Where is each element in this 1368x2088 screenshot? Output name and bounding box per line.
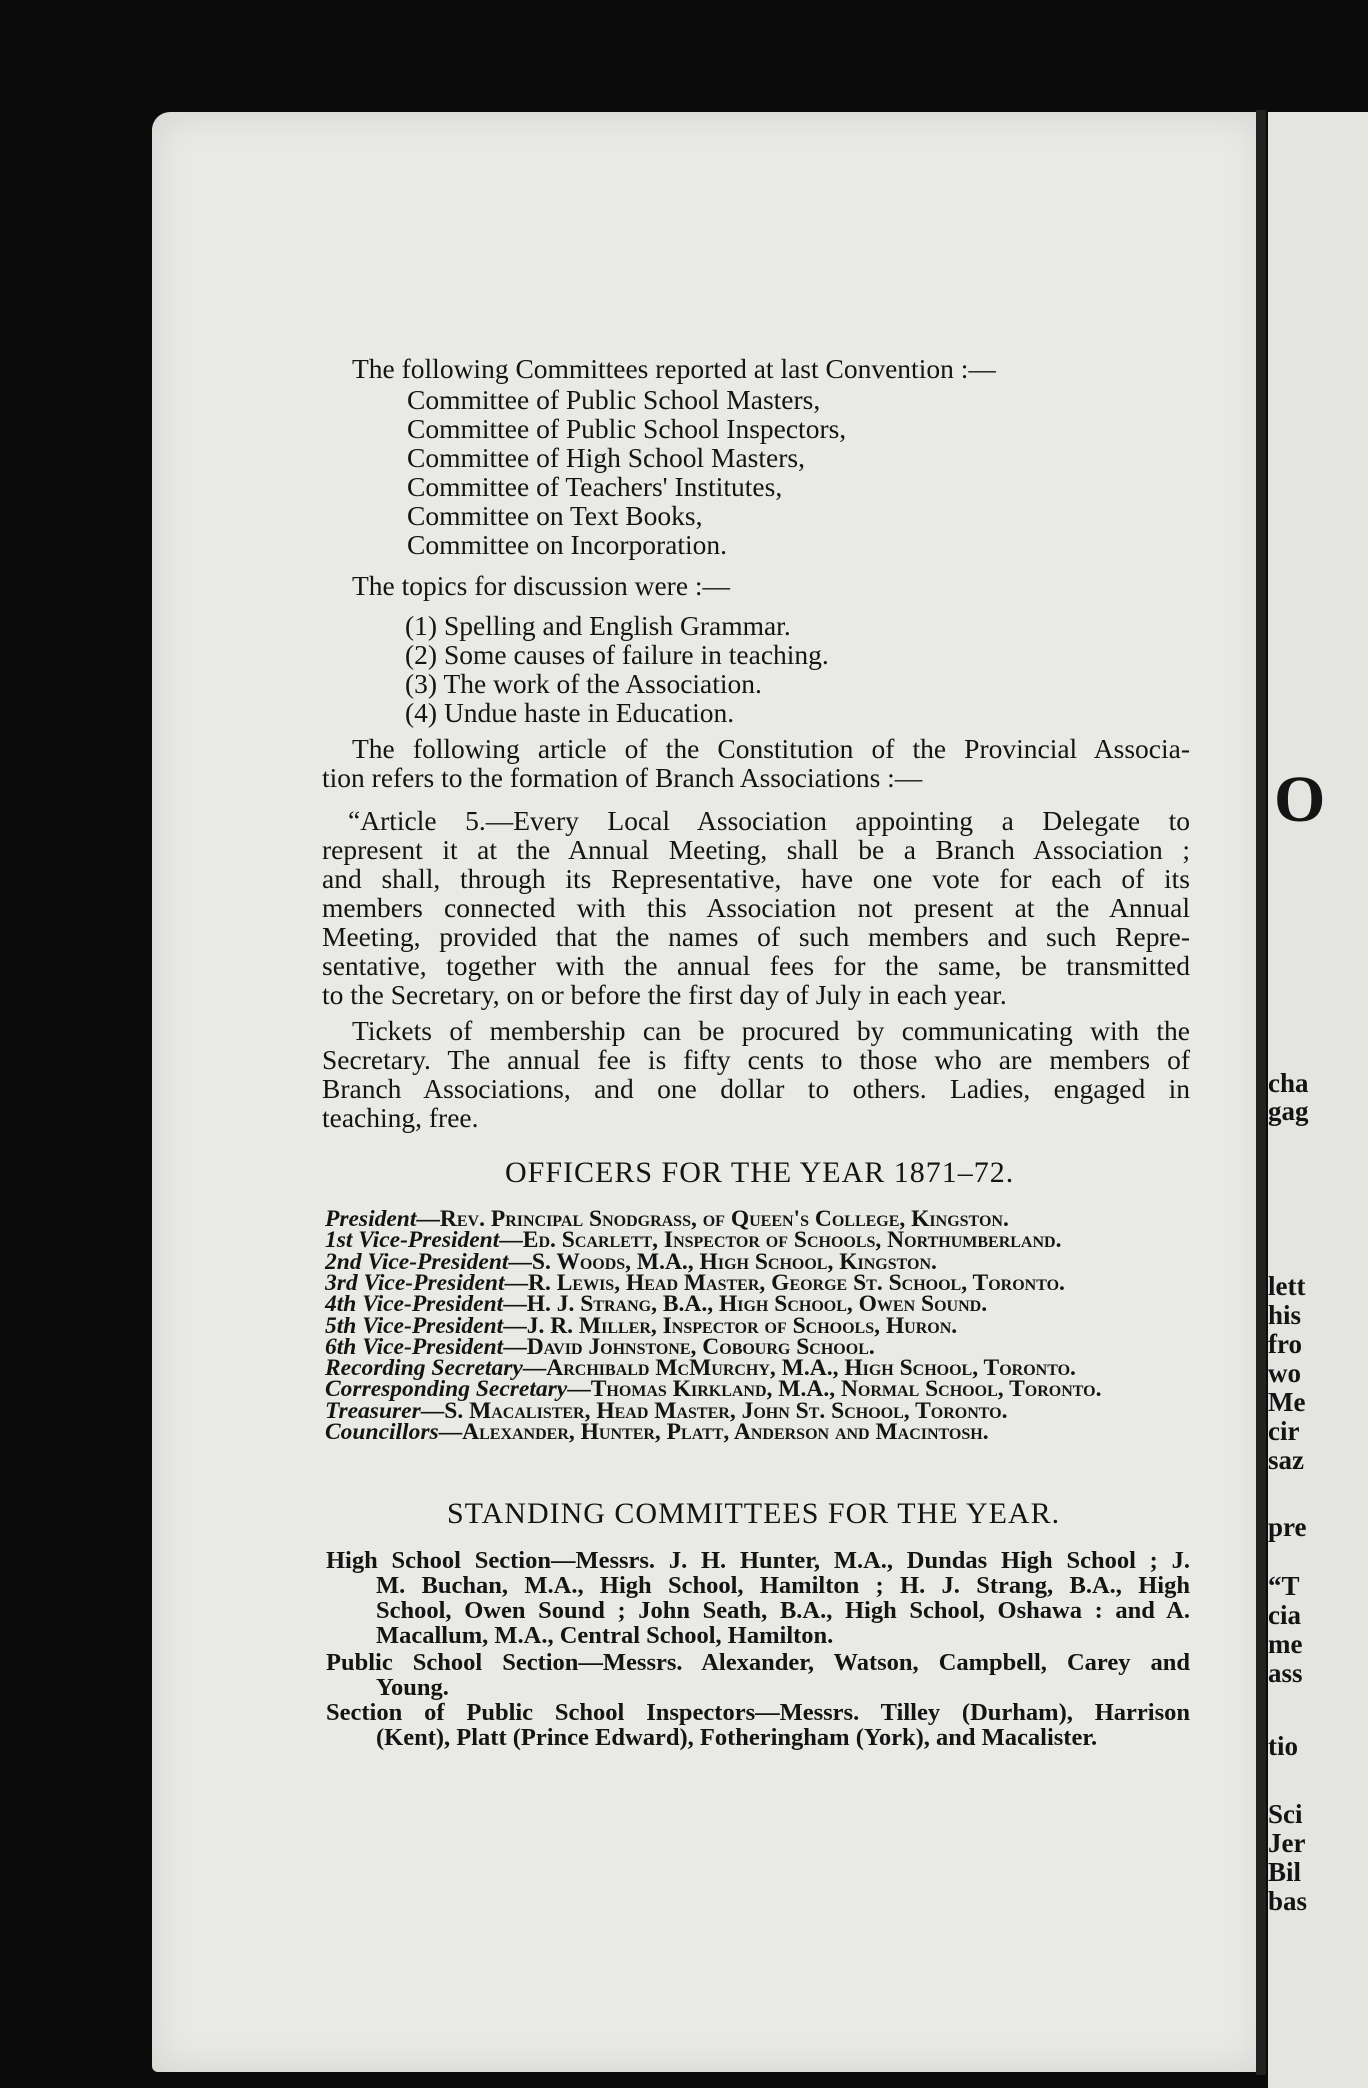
officer-dash: — [508, 1248, 532, 1275]
paragraph-line: to the Secretary, on or before the first day of July in each year. [322, 979, 1007, 1010]
paragraph-line: teaching, free. [322, 1102, 479, 1133]
paragraph-line: members connected with this Association not present at the Annual [322, 892, 1190, 923]
adjacent-text: saz [1268, 1445, 1304, 1475]
officers-heading: OFFICERS FOR THE YEAR 1871–72. [505, 1156, 1015, 1189]
adjacent-text: pre [1268, 1512, 1307, 1542]
adjacent-text: bas [1268, 1886, 1308, 1916]
committee-item: Committee on Text Books, [407, 500, 703, 531]
paragraph-line: Meeting, provided that the names of such members and such Repre- [322, 921, 1190, 952]
officer-name: H. J. Strang, B.A., High School, Owen Sound. [526, 1291, 988, 1318]
topic-item: (2) Some causes of failure in teaching. [405, 639, 829, 670]
officer-name: Rev. Principal Snodgrass, of Queen's College, Kingston. [439, 1206, 1009, 1232]
officer-name: R. Lewis, Head Master, George St. School, Toronto. [528, 1269, 1065, 1296]
committee-item: Committee on Incorporation. [407, 529, 727, 560]
officer-role: 5th Vice-President [325, 1312, 504, 1339]
constitution-paragraph [322, 734, 1190, 792]
public-school-section [326, 1650, 1190, 1700]
paragraph-line: Young. [376, 1674, 449, 1701]
officer-name: Ed. Scarlett, Inspector of Schools, Northumberland. [522, 1227, 1062, 1254]
paragraph-line: and shall, through its Representative, have one vote for each of its [322, 863, 1190, 894]
officer-name: Archibald McMurchy, M.A., High School, Toronto. [546, 1355, 1076, 1382]
paragraph-line: The following article of the Constitution of the Provincial Associa- [352, 733, 1190, 764]
officer-dash: — [499, 1227, 523, 1254]
committee-item: Committee of Teachers' Institutes, [407, 471, 783, 502]
adjacent-text: Bil [1268, 1857, 1302, 1887]
committee-item: Committee of High School Masters, [407, 442, 805, 473]
adjacent-text: tio [1268, 1731, 1298, 1761]
officer-role: President [325, 1206, 417, 1232]
committee-item: Committee of Public School Inspectors, [407, 413, 847, 444]
adjacent-big-letter: O [1274, 763, 1326, 836]
paragraph-line: Section of Public School Inspectors—Messrs. Tilley (Durham), Harrison [326, 1699, 1190, 1726]
adjacent-text: me [1268, 1629, 1303, 1659]
officer-row [325, 1421, 989, 1445]
paragraph-line: Secretary. The annual fee is fifty cents to those who are members of [322, 1044, 1190, 1075]
paragraph-line: (Kent), Platt (Prince Edward), Fotheringham (York), and Macalister. [376, 1724, 1098, 1751]
officer-name: Thomas Kirkland, M.A., Normal School, Toronto. [590, 1376, 1102, 1403]
adjacent-text: cha [1268, 1068, 1309, 1098]
officer-dash: — [503, 1291, 527, 1318]
officer-role: 1st Vice-President [325, 1227, 500, 1254]
paragraph-line: M. Buchan, M.A., High School, Hamilton ; H. J. Strang, B.A., High [376, 1572, 1190, 1599]
inspectors-section [326, 1700, 1190, 1750]
adjacent-text: wo [1268, 1358, 1301, 1388]
standing-committees-heading: STANDING COMMITTEES FOR THE YEAR. [447, 1497, 1061, 1530]
officer-dash: — [504, 1269, 528, 1296]
adjacent-text: Jer [1268, 1828, 1306, 1858]
officer-dash: — [567, 1376, 591, 1403]
high-school-section [326, 1548, 1190, 1648]
article-quote [322, 806, 1190, 1009]
officer-name: J. R. Miller, Inspector of Schools, Huron. [526, 1312, 958, 1339]
committee-item: Committee of Public School Masters, [407, 384, 821, 415]
adjacent-text: gag [1268, 1096, 1309, 1126]
officer-dash: — [503, 1333, 527, 1360]
paragraph-line: Public School Section—Messrs. Alexander, Watson, Campbell, Carey and [326, 1649, 1190, 1676]
paragraph-line: Branch Associations, and one dollar to others. Ladies, engaged in [322, 1073, 1190, 1104]
topic-item: (3) The work of the Association. [405, 668, 762, 699]
officer-name: David Johnstone, Cobourg School. [526, 1333, 875, 1360]
committees-intro: The following Committees reported at last Convention :— [352, 353, 996, 384]
adjacent-text: cia [1268, 1600, 1301, 1630]
officer-dash: — [522, 1355, 547, 1382]
paragraph-line: sentative, together with the annual fees for the same, be transmitted [322, 950, 1190, 981]
officer-role: Councillors [325, 1419, 439, 1445]
adjacent-text: “T [1268, 1571, 1300, 1601]
paragraph-line: “Article 5.—Every Local Association appointing a Delegate to [348, 805, 1190, 836]
officer-dash: — [416, 1206, 440, 1232]
officer-name: S. Woods, M.A., High School, Kingston. [531, 1248, 937, 1275]
officer-role: 6th Vice-President [325, 1333, 504, 1360]
officer-dash: — [438, 1419, 463, 1445]
topics-intro: The topics for discussion were :— [352, 570, 731, 601]
paragraph-line: School, Owen Sound ; John Seath, B.A., High School, Oshawa : and A. [376, 1597, 1190, 1624]
adjacent-text: his [1268, 1300, 1302, 1330]
adjacent-text: ass [1268, 1658, 1303, 1688]
officer-name: S. Macalister, Head Master, John St. School, Toronto. [444, 1397, 1008, 1424]
paragraph-line: represent it at the Annual Meeting, shall be a Branch Association ; [322, 834, 1190, 865]
officer-role: 4th Vice-President [325, 1291, 504, 1318]
topic-item: (4) Undue haste in Education. [405, 697, 735, 728]
officer-role: Recording Secretary [325, 1355, 523, 1382]
adjacent-text: Me [1268, 1387, 1306, 1417]
topic-item: (1) Spelling and English Grammar. [405, 610, 791, 641]
officer-name: Alexander, Hunter, Platt, Anderson and Macintosh. [462, 1419, 989, 1445]
paragraph-line: High School Section—Messrs. J. H. Hunter, M.A., Dundas High School ; J. [326, 1547, 1190, 1574]
tickets-paragraph [322, 1016, 1190, 1132]
adjacent-text: cir [1268, 1416, 1300, 1446]
officer-role: 2nd Vice-President [325, 1248, 509, 1275]
officer-dash: — [503, 1312, 527, 1339]
adjacent-text: lett [1268, 1271, 1306, 1301]
paragraph-line: tion refers to the formation of Branch Associations :— [322, 762, 923, 793]
adjacent-text: Sci [1268, 1799, 1303, 1829]
officer-role: Corresponding Secretary [325, 1376, 568, 1403]
officer-role: Treasurer [325, 1397, 421, 1424]
paragraph-line: Tickets of membership can be procured by communicating with the [352, 1015, 1190, 1046]
adjacent-text: fro [1268, 1329, 1302, 1359]
officer-role: 3rd Vice-President [325, 1269, 505, 1296]
paragraph-line: Macallum, M.A., Central School, Hamilton. [376, 1622, 834, 1649]
officer-dash: — [420, 1397, 445, 1424]
